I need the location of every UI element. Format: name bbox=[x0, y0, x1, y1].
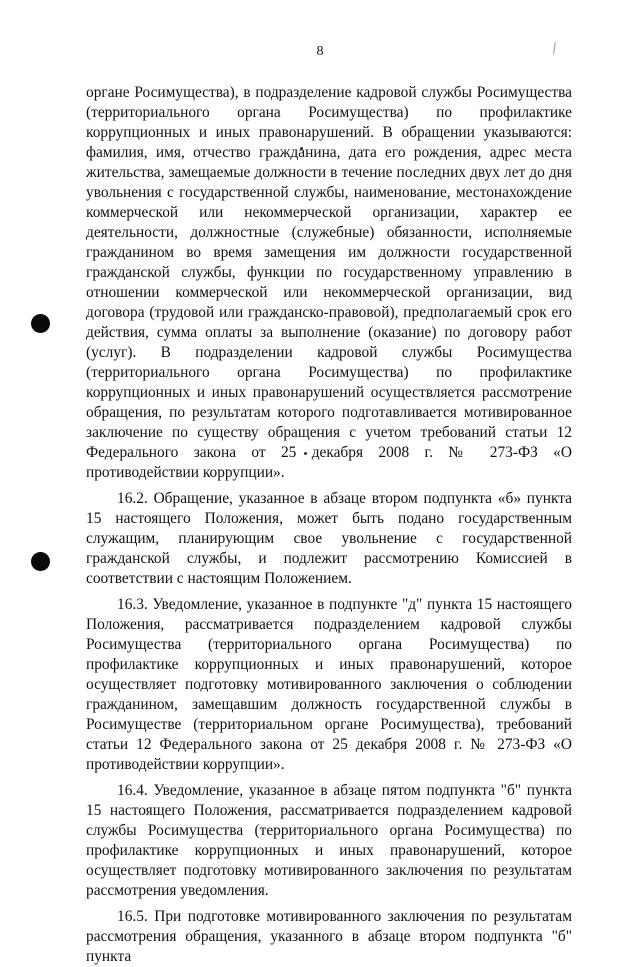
paragraph-16-5: 16.5. При подготовке мотивированного заключения по результатам рассмотрения обращения, указанного в абзаце втором подпункта "б" пункта bbox=[86, 908, 572, 965]
paragraph-16-4: 16.4. Уведомление, указанное в абзаце пятом подпункта "б" пункта 15 настоящего Положения, рассматривается подразделением кадровой службы Росимущества (территориального органа Росимущества) по профилактике коррупционных и иных правонарушений, которое осуществляет подготовку мотивированного заключения по результатам рассмотрения уведомления. bbox=[86, 782, 572, 899]
paragraph-16-3: 16.3. Уведомление, указанное в подпункте "д" пункта 15 настоящего Положения, рассматривается подразделением кадровой службы Росимущества (территориального органа Росимущества) по профилактике коррупционных и иных правонарушений, которое осуществляет подготовку мотивированного заключения о соблюдении гражданином, замещавшим должность государственной службы в Росимуществе (территориальном органе Росимущества), требований статьи 12 Федерального закона от 25 декабря 2008 г. № 273-ФЗ «О противодействии коррупции». bbox=[86, 596, 572, 773]
punch-hole bbox=[31, 314, 50, 333]
punch-hole bbox=[31, 552, 50, 571]
paragraph-continuation: органе Росимущества), в подразделение кадровой службы Росимущества (территориального органа Росимущества) по профилактике коррупционных и иных правонарушений. В обращении указываются: фамилия, имя, отчество гражданина, дата его рождения, адрес места жительства, замещаемые должности в течение последних двух лет до дня увольнения с государственной службы, наименование, местонахождение коммерческой или некоммерческой организации, характер ее деятельности, должностные (служебные) обязанности, исполняемые гражданином во время замещения им должности государственной гражданской службы, функции по государственному управлению в отношении коммерческой или некоммерческой организации, вид договора (трудовой или гражданско-правовой), предполагаемый срок его действия, сумма оплаты за выполнение (оказание) по договору работ (услуг). В подразделении кадровой службы Росимущества (территориального органа Росимущества) по профилактике коррупционных и иных правонарушений осуществляется рассмотрение обращения, по результатам которого подготавливается мотивированное заключение по существу обращения с учетом требований статьи 12 Федерального закона от 25 декабря 2008 г. № 273-ФЗ «О противодействии коррупции». bbox=[86, 84, 572, 481]
page-number: 8 bbox=[316, 44, 324, 59]
paragraph-16-2: 16.2. Обращение, указанное в абзаце втором подпункта «б» пункта 15 настоящего Положения, может быть подано государственным служащим, планирующим свое увольнение с государственной гражданской службы, и подлежит рассмотрению Комиссией в соответствии с настоящим Положением. bbox=[86, 490, 572, 587]
document-body bbox=[86, 83, 572, 967]
